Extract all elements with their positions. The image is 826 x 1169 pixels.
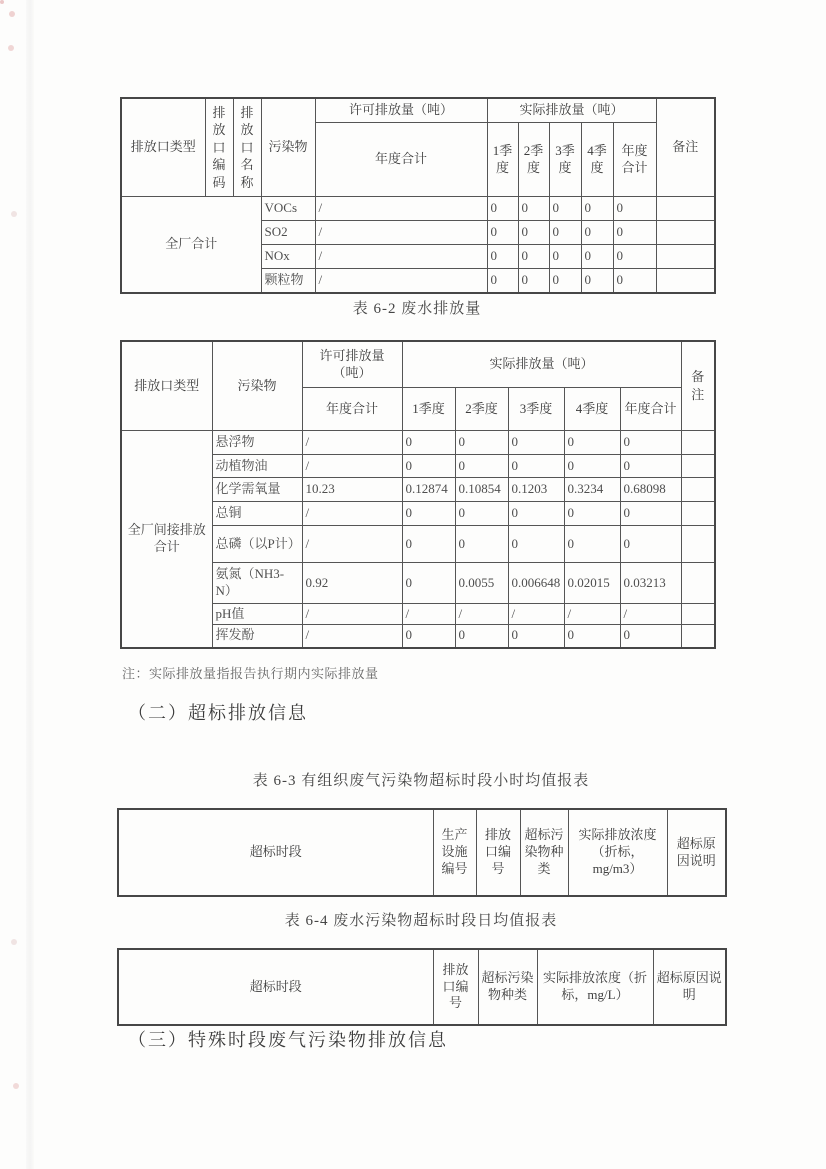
table-6-2-title: 表 6-2 废水排放量: [352, 301, 482, 317]
permitted-cell: /: [302, 502, 402, 526]
q1-cell: 0: [402, 625, 455, 648]
col-exceed-period: 超标时段: [118, 949, 433, 1025]
q4-cell: 0: [564, 526, 620, 563]
col-annual-total: 年度合计: [620, 388, 681, 431]
q1-cell: 0: [487, 197, 518, 221]
permitted-cell: /: [302, 526, 402, 563]
col-q4: 4季度: [564, 388, 620, 431]
col-reason: 超标原因说明: [653, 949, 726, 1025]
col-reason: 超标原因说明: [667, 809, 726, 896]
remark-cell: [681, 563, 715, 604]
permitted-cell: /: [302, 431, 402, 455]
total-cell: /: [620, 604, 681, 625]
col-pollutant-type: 超标污染物种类: [520, 809, 568, 896]
total-cell: 0: [620, 455, 681, 478]
wastewater-emissions-table: [120, 340, 716, 649]
pollutant-cell: 挥发酚: [212, 625, 302, 648]
q3-cell: 0: [508, 625, 564, 648]
total-cell: 0: [620, 431, 681, 455]
remark-cell: [681, 455, 715, 478]
permitted-cell: 0.92: [302, 563, 402, 604]
col-q1: 1季度: [402, 388, 455, 431]
pollutant-cell: NOx: [261, 245, 315, 269]
total-cell: 0: [613, 221, 656, 245]
col-q2: 2季度: [455, 388, 508, 431]
col-outlet-type: 排放口类型: [121, 98, 205, 197]
col-q3: 3季度: [549, 123, 581, 197]
table-row: [121, 341, 715, 388]
q2-cell: 0: [455, 455, 508, 478]
col-outlet-no: 排放口编号: [433, 949, 478, 1025]
table-row: [121, 197, 715, 221]
q2-cell: 0: [455, 526, 508, 563]
col-group-permitted: 许可排放量（吨）: [302, 341, 402, 388]
q2-cell: 0: [518, 221, 549, 245]
q4-cell: 0.3234: [564, 478, 620, 502]
permitted-cell: /: [315, 269, 487, 294]
col-outlet-no: 排放口编号: [476, 809, 520, 896]
q1-cell: /: [402, 604, 455, 625]
col-group-permitted: 许可排放量（吨）: [315, 98, 487, 123]
q3-cell: 0: [508, 526, 564, 563]
col-pollutant: 污染物: [212, 341, 302, 431]
remark-cell: [681, 526, 715, 563]
water-exceedance-table: [117, 948, 727, 1026]
table-row: [118, 949, 726, 1025]
q1-cell: 0: [402, 502, 455, 526]
total-cell: 0.68098: [620, 478, 681, 502]
col-outlet-code: 排放口编码: [205, 98, 233, 197]
permitted-cell: /: [315, 221, 487, 245]
table-6-4-title: 表 6-4 废水污染物超标时段日均值报表: [284, 913, 558, 929]
remark-cell: [681, 431, 715, 455]
q2-cell: 0: [518, 197, 549, 221]
col-q2: 2季度: [518, 123, 549, 197]
q4-cell: 0: [564, 455, 620, 478]
q3-cell: 0.006648: [508, 563, 564, 604]
air-emissions-table: [120, 97, 716, 294]
q4-cell: 0.02015: [564, 563, 620, 604]
q2-cell: 0: [455, 431, 508, 455]
total-cell: 0: [613, 197, 656, 221]
q1-cell: 0.12874: [402, 478, 455, 502]
q4-cell: 0: [564, 431, 620, 455]
q1-cell: 0: [487, 245, 518, 269]
col-outlet-name: 排放口名称: [233, 98, 261, 197]
total-cell: 0: [620, 502, 681, 526]
q3-cell: /: [508, 604, 564, 625]
scan-artifact-marks: [0, 0, 4, 4]
col-pollutant: 污染物: [261, 98, 315, 197]
col-pollutant-type: 超标污染物种类: [478, 949, 537, 1025]
pollutant-cell: 总铜: [212, 502, 302, 526]
col-permitted-annual: 年度合计: [302, 388, 402, 431]
q4-cell: 0: [581, 197, 613, 221]
remark-cell: [681, 604, 715, 625]
col-concentration: 实际排放浓度（折标，mg/L）: [537, 949, 653, 1025]
q3-cell: 0: [549, 221, 581, 245]
pollutant-cell: 总磷（以P计）: [212, 526, 302, 563]
remark-cell: [656, 197, 715, 221]
scan-edge-shadow: [26, 0, 34, 1169]
q4-cell: 0: [581, 245, 613, 269]
permitted-cell: /: [315, 197, 487, 221]
q3-cell: 0: [549, 269, 581, 294]
pollutant-cell: 动植物油: [212, 455, 302, 478]
pollutant-cell: 化学需氧量: [212, 478, 302, 502]
total-cell: 0: [620, 625, 681, 648]
q2-cell: /: [455, 604, 508, 625]
remark-cell: [681, 502, 715, 526]
col-q1: 1季度: [487, 123, 518, 197]
pollutant-cell: VOCs: [261, 197, 315, 221]
q3-cell: 0.1203: [508, 478, 564, 502]
remark-cell: [681, 478, 715, 502]
pollutant-cell: 颗粒物: [261, 269, 315, 294]
col-q3: 3季度: [508, 388, 564, 431]
q1-cell: 0: [402, 431, 455, 455]
total-cell: 0: [620, 526, 681, 563]
section-heading-exceed: （二）超标排放信息: [128, 703, 308, 723]
permitted-cell: /: [302, 604, 402, 625]
pollutant-cell: 氨氮（NH3-N）: [212, 563, 302, 604]
table-row: [121, 98, 715, 123]
table-6-3-title: 表 6-3 有组织废气污染物超标时段小时均值报表: [252, 773, 590, 789]
total-cell: 0: [613, 245, 656, 269]
q3-cell: 0: [508, 502, 564, 526]
gas-exceedance-table: [117, 808, 727, 897]
permitted-cell: /: [315, 245, 487, 269]
permitted-cell: 10.23: [302, 478, 402, 502]
q1-cell: 0: [487, 221, 518, 245]
pollutant-cell: SO2: [261, 221, 315, 245]
q3-cell: 0: [549, 245, 581, 269]
remark-cell: [656, 269, 715, 294]
q2-cell: 0: [455, 625, 508, 648]
q3-cell: 0: [508, 455, 564, 478]
col-group-actual: 实际排放量（吨）: [487, 98, 656, 123]
q3-cell: 0: [508, 431, 564, 455]
q1-cell: 0: [402, 526, 455, 563]
q2-cell: 0: [518, 245, 549, 269]
table-note: 注：实际排放量指报告执行期内实际排放量: [122, 666, 379, 681]
q1-cell: 0: [402, 563, 455, 604]
q2-cell: 0: [518, 269, 549, 294]
section-heading-special: （三）特殊时段废气污染物排放信息: [128, 1030, 448, 1050]
col-group-actual: 实际排放量（吨）: [402, 341, 681, 388]
col-remark: 备注: [681, 341, 715, 431]
pollutant-cell: 悬浮物: [212, 431, 302, 455]
col-facility-no: 生产设施编号: [433, 809, 476, 896]
col-permitted-annual: 年度合计: [315, 123, 487, 197]
col-concentration: 实际排放浓度（折标，mg/m3）: [568, 809, 667, 896]
total-cell: 0.03213: [620, 563, 681, 604]
q2-cell: 0.0055: [455, 563, 508, 604]
remark-cell: [656, 221, 715, 245]
q4-cell: 0: [564, 625, 620, 648]
total-cell: 0: [613, 269, 656, 294]
q2-cell: 0.10854: [455, 478, 508, 502]
q4-cell: 0: [581, 221, 613, 245]
permitted-cell: /: [302, 455, 402, 478]
col-annual-total: 年度合计: [613, 123, 656, 197]
col-exceed-period: 超标时段: [118, 809, 433, 896]
group-cell: 全厂合计: [121, 197, 261, 294]
q4-cell: /: [564, 604, 620, 625]
permitted-cell: /: [302, 625, 402, 648]
q1-cell: 0: [487, 269, 518, 294]
table-row: [118, 809, 726, 896]
q1-cell: 0: [402, 455, 455, 478]
q4-cell: 0: [581, 269, 613, 294]
col-remark: 备注: [656, 98, 715, 197]
q4-cell: 0: [564, 502, 620, 526]
col-q4: 4季度: [581, 123, 613, 197]
table-row: [121, 431, 715, 455]
q2-cell: 0: [455, 502, 508, 526]
remark-cell: [656, 245, 715, 269]
group-cell: 全厂间接排放合计: [121, 431, 212, 648]
remark-cell: [681, 625, 715, 648]
pollutant-cell: pH值: [212, 604, 302, 625]
col-outlet-type: 排放口类型: [121, 341, 212, 431]
q3-cell: 0: [549, 197, 581, 221]
